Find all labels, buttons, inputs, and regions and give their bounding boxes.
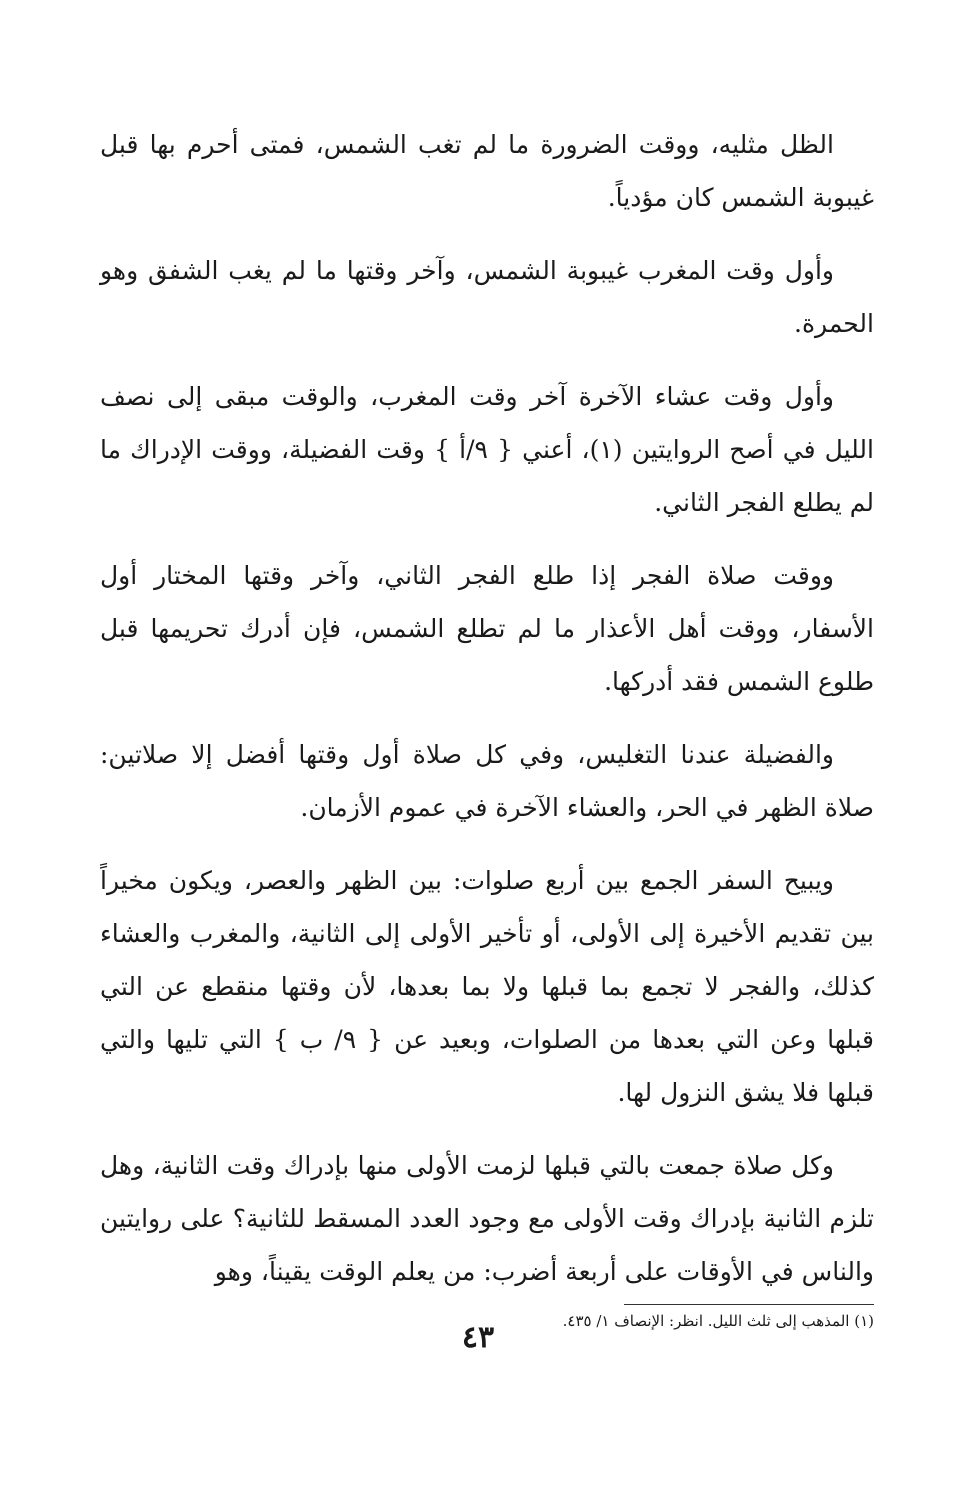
- paragraph-2: وأول وقت المغرب غيبوبة الشمس، وآخر وقتها ما لم يغب الشفق وهو الحمرة.: [100, 256, 874, 338]
- paragraph-5: والفضيلة عندنا التغليس، وفي كل صلاة أول وقتها أفضل إلا صلاتين: صلاة الظهر في الحر، والعشاء الآخرة في عموم الأزمان.: [100, 740, 874, 822]
- paragraph-1: الظل مثليه، ووقت الضرورة ما لم تغب الشمس، فمتى أحرم بها قبل غيبوبة الشمس كان مؤدياً.: [100, 130, 874, 212]
- page-number: ٤٣: [461, 1320, 495, 1355]
- paragraph-6: ويبيح السفر الجمع بين أربع صلوات: بين الظهر والعصر، ويكون مخيراً بين تقديم الأخيرة إلى الأولى، أو تأخير الأولى إلى الثانية، والمغرب والعشاء كذلك، والفجر لا تجمع بما قبلها ولا بما بعدها، لأن وقتها منقطع عن التي قبلها وعن التي بعدها من الصلوات، وبعيد عن { ٩/ ب } التي تليها والتي قبلها فلا يشق النزول لها.: [100, 866, 875, 1107]
- paragraph-3: وأول وقت عشاء الآخرة آخر وقت المغرب، والوقت مبقى إلى نصف الليل في أصح الروايتين (١)، أعني { ٩/أ } وقت الفضيلة، ووقت الإدراك ما لم يطلع الفجر الثاني.: [100, 382, 874, 517]
- footnote: (١) المذهب إلى ثلث الليل. انظر: الإنصاف ١/ ٤٣٥.: [562, 1312, 874, 1330]
- paragraph-4: ووقت صلاة الفجر إذا طلع الفجر الثاني، وآخر وقتها المختار أول الأسفار، ووقت أهل الأعذار ما لم تطلع الشمس، فإن أدرك تحريمها قبل طلوع الشمس فقد أدركها.: [100, 561, 874, 696]
- paragraph-7: وكل صلاة جمعت بالتي قبلها لزمت الأولى منها بإدراك وقت الثانية، وهل تلزم الثانية بإدراك وقت الأولى مع وجود العدد المسقط للثانية؟ على روايتين والناس في الأوقات على أربعة أضرب: من يعلم الوقت يقيناً، وهو: [100, 1151, 874, 1286]
- page-body: [100, 118, 874, 1333]
- footnote-divider: [624, 1304, 874, 1305]
